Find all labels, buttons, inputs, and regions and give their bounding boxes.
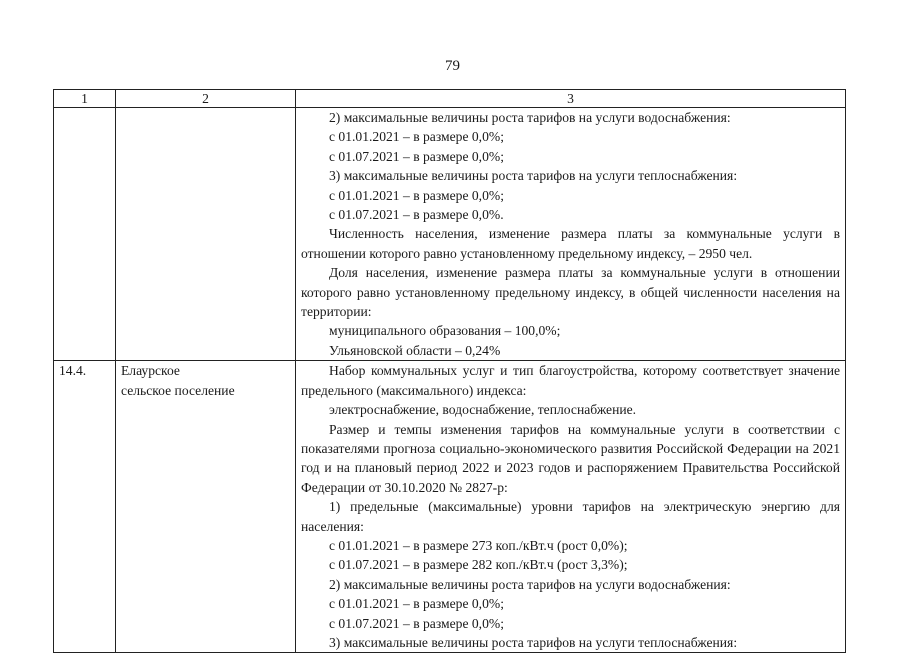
table-row [54, 108, 846, 361]
paragraph: с 01.07.2021 – в размере 0,0%. [329, 207, 504, 223]
page-number: 79 [445, 58, 460, 74]
settlement-name-line-2: сельское поселение [121, 382, 235, 398]
header-col-1: 1 [54, 90, 116, 108]
row-content-cell [296, 361, 846, 653]
paragraph: с 01.01.2021 – в размере 0,0%; [329, 187, 504, 203]
paragraph: Численность населения, изменение размера платы за коммунальные услуги в отношении которого равно установленному предельному индексу, – 2950 чел. [301, 226, 840, 261]
paragraph: 3) максимальные величины роста тарифов на услуги теплоснабжения: [329, 634, 738, 650]
paragraph: муниципального образования – 100,0%; [329, 323, 561, 339]
paragraph: 2) максимальные величины роста тарифов на услуги водоснабжения: [329, 576, 731, 592]
paragraph: Доля населения, изменение размера платы за коммунальные услуги в отношении которого равно установленному предельному индексу, в общей численности населения на территории: [301, 265, 840, 320]
header-col-2: 2 [116, 90, 296, 108]
row-number-cell [54, 108, 116, 361]
document-table [53, 89, 846, 653]
header-col-3: 3 [296, 90, 846, 108]
paragraph: Ульяновской области – 0,24% [329, 342, 501, 358]
row-name-cell [116, 108, 296, 361]
paragraph: Размер и темпы изменения тарифов на коммунальные услуги в соответствии с показателями прогноза социально-экономического развития Российской Федерации на 2021 год и на плановый период 2022 и 2023 годов и распоряжением Правительства Российской Федерации от 30.10.2020 № 2827-р: [301, 421, 840, 495]
paragraph: с 01.01.2021 – в размере 0,0%; [329, 596, 504, 612]
paragraph: 2) максимальные величины роста тарифов на услуги водоснабжения: [329, 110, 731, 125]
paragraph: с 01.07.2021 – в размере 282 коп./кВт.ч (рост 3,3%); [329, 557, 628, 573]
table-header-row [54, 90, 846, 108]
row-number-cell: 14.4. [54, 361, 116, 653]
paragraph: с 01.07.2021 – в размере 0,0%; [329, 615, 504, 631]
paragraph: 3) максимальные величины роста тарифов на услуги теплоснабжения: [329, 168, 738, 184]
row-content-cell [296, 108, 846, 361]
settlement-name-line-1: Елаурское [121, 363, 180, 379]
paragraph: с 01.01.2021 – в размере 0,0%; [329, 129, 504, 145]
paragraph: Набор коммунальных услуг и тип благоустройства, которому соответствует значение предельного (максимального) индекса: [301, 363, 840, 398]
paragraph: 1) предельные (максимальные) уровни тарифов на электрическую энергию для населения: [301, 499, 840, 534]
row-name-cell [116, 361, 296, 653]
paragraph: с 01.01.2021 – в размере 273 коп./кВт.ч (рост 0,0%); [329, 537, 628, 553]
paragraph: с 01.07.2021 – в размере 0,0%; [329, 148, 504, 164]
paragraph: электроснабжение, водоснабжение, теплоснабжение. [329, 402, 637, 418]
table-row [54, 361, 846, 653]
